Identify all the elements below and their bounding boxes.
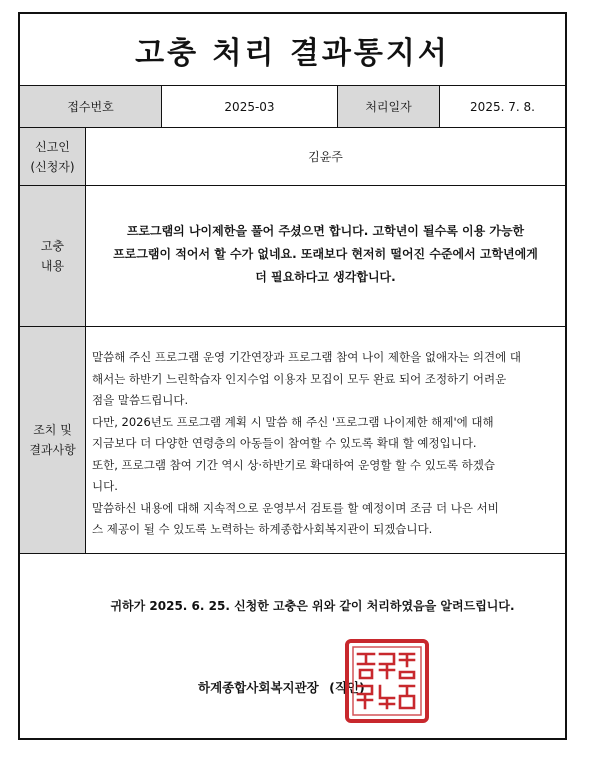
action-line: 또한, 프로그램 참여 기간 역시 상·하반기로 확대하여 운영할 할 수 있도록 하겠습: [92, 457, 496, 472]
complaint-content: [86, 197, 565, 311]
complaint-line: 더 필요하다고 생각합니다.: [255, 269, 396, 284]
action-line: 다만, 2026년도 프로그램 계획 시 말씀 해 주신 '프로그램 나이제한 해제'에 대해: [92, 414, 494, 429]
complainant-name: 김윤주: [86, 128, 565, 186]
receipt-label: 접수번호: [20, 86, 162, 128]
official-seal: [344, 638, 430, 724]
signer-name: 하계종합사회복지관장: [198, 680, 319, 695]
action-label-line: 조치 및: [33, 423, 72, 437]
complaint-label: [20, 186, 86, 327]
document-title: 고충 처리 결과통지서: [20, 14, 565, 86]
process-date-label: 처리일자: [338, 86, 440, 128]
document-frame: [18, 12, 567, 740]
complaint-line: 프로그램의 나이제한을 풀어 주셨으면 합니다. 고학년이 될수록 이용 가능한: [126, 223, 525, 238]
receipt-number: 2025-03: [162, 86, 338, 128]
action-content: [86, 347, 563, 541]
action-label: [20, 327, 86, 554]
action-line: 스 제공이 될 수 있도록 노력하는 하계종합사회복지관이 되겠습니다.: [92, 522, 433, 536]
action-line: 니다.: [92, 479, 118, 493]
action-line: 말씀해 주신 프로그램 운영 기간연장과 프로그램 참여 나이 제한을 없애자는 의견에 대: [92, 350, 522, 364]
signer: [198, 678, 365, 696]
action-line: 해서는 하반기 느린학습자 인지수업 이용자 모집이 모두 완료 되어 조정하기 어려운: [92, 371, 507, 386]
complainant-label-line: 신고인: [35, 139, 70, 154]
complainant-label-line: (신청자): [30, 159, 75, 174]
action-line: 말씀하신 내용에 대해 지속적으로 운영부서 검토를 할 예정이며 조금 더 나은 서비: [92, 500, 499, 515]
action-line: 지금보다 더 다양한 연령층의 아동들이 참여할 수 있도록 확대 할 예정입니다.: [92, 436, 477, 450]
notice-text: 귀하가 2025. 6. 25. 신청한 고충은 위와 같이 처리하였음을 알려드립니다.: [110, 599, 515, 613]
complainant-label: [20, 128, 86, 186]
complaint-line: 프로그램이 적어서 할 수가 없네요. 또래보다 현저히 떨어진 수준에서 고학년에게: [113, 246, 538, 261]
process-date: 2025. 7. 8.: [440, 86, 565, 128]
action-line: 점을 말씀드립니다.: [92, 393, 189, 407]
seal-stamp-icon: [344, 638, 430, 724]
seal-inline-label: (직인): [329, 680, 365, 695]
complaint-label-line: 내용: [40, 259, 65, 273]
complaint-label-line: 고충: [40, 239, 65, 253]
action-label-line: 결과사항: [29, 443, 76, 457]
